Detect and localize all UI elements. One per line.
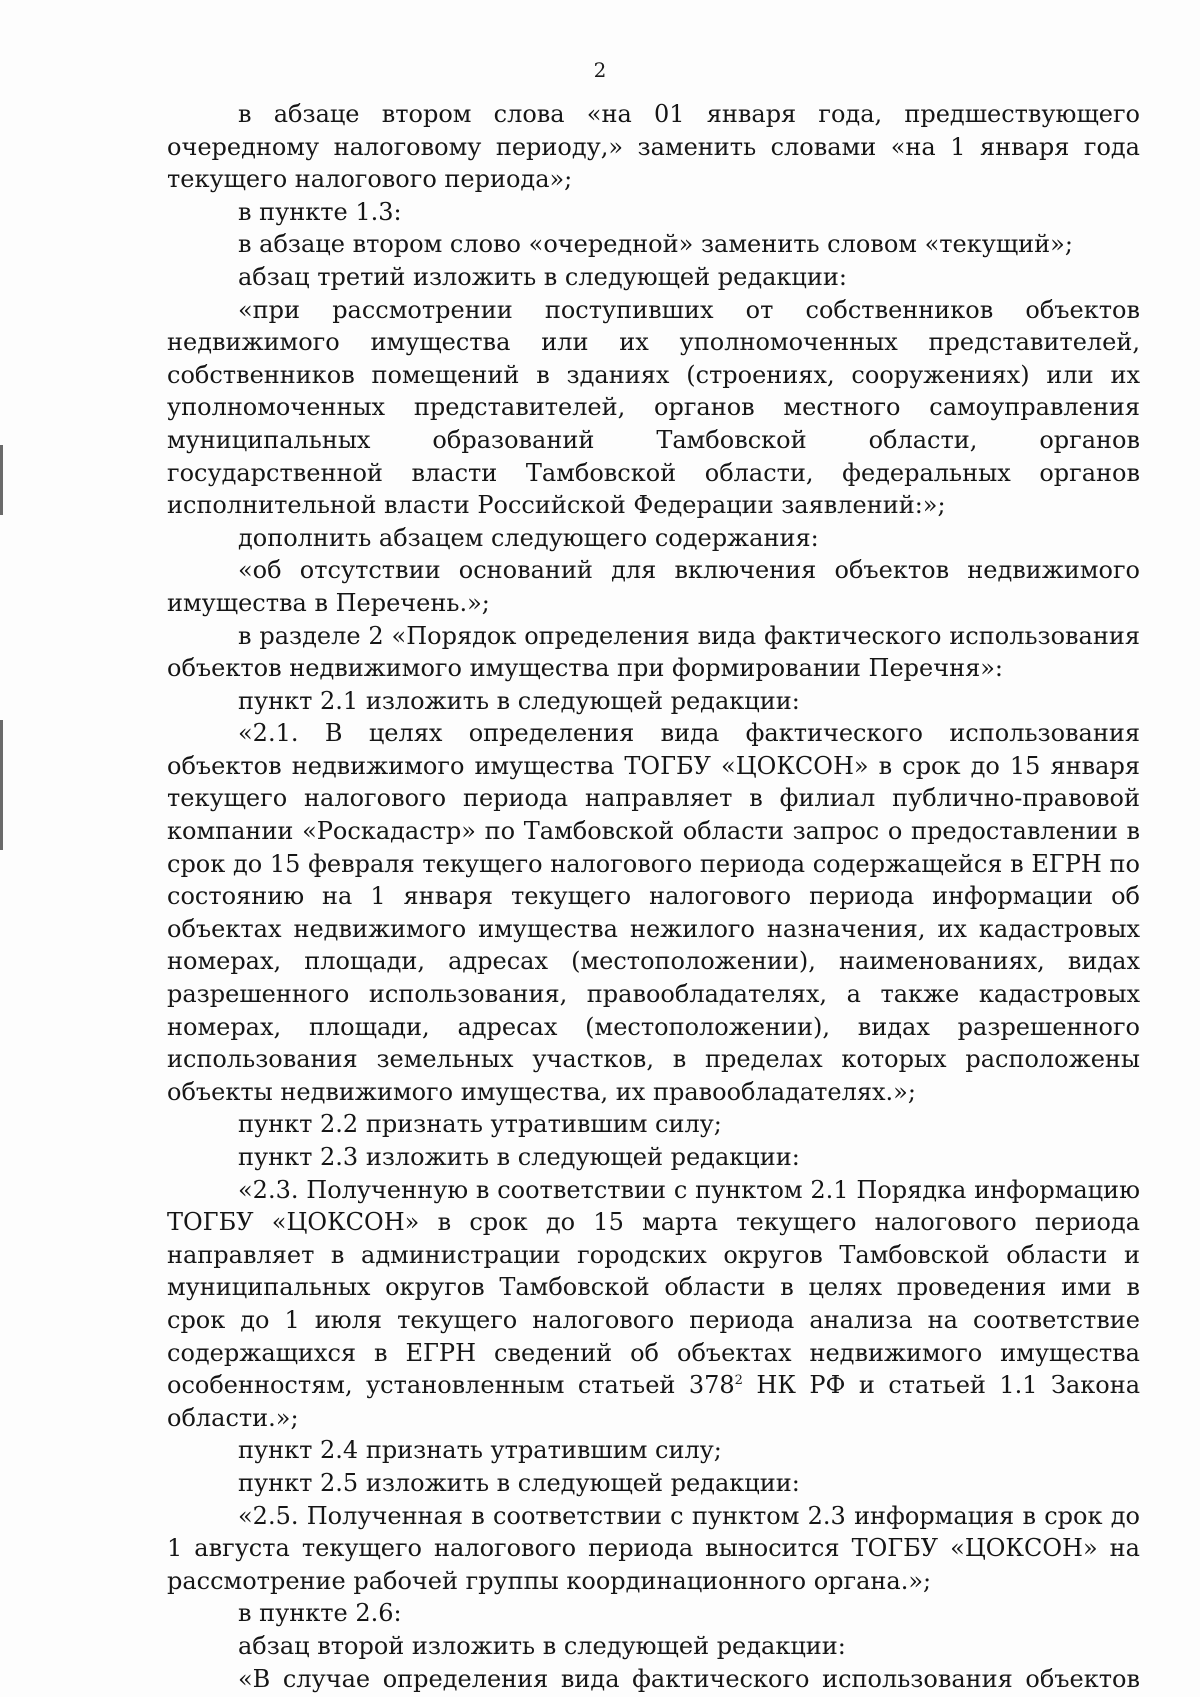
paragraph: в абзаце втором слова «на 01 января года, предшествующего очередному налоговому периоду,» заменить словами «на 1 января года текущего налогового периода»; bbox=[167, 100, 1140, 194]
paragraph: в пункте 1.3: bbox=[238, 197, 402, 226]
scan-edge-mark bbox=[0, 720, 3, 850]
paragraph bbox=[167, 1174, 1140, 1435]
paragraph: абзац третий изложить в следующей редакции: bbox=[238, 262, 847, 291]
paragraph: «В случае определения вида фактического использования объектов bbox=[238, 1664, 1140, 1693]
paragraph: «об отсутствии оснований для включения объектов недвижимого имущества в Перечень.»; bbox=[167, 556, 1140, 617]
paragraph: в абзаце втором слово «очередной» заменить словом «текущий»; bbox=[238, 230, 1073, 259]
page-number: 2 bbox=[593, 58, 607, 82]
paragraph: пункт 2.3 изложить в следующей редакции: bbox=[238, 1143, 800, 1171]
paragraph: пункт 2.2 признать утратившим силу; bbox=[238, 1110, 722, 1139]
paragraph: пункт 2.5 изложить в следующей редакции: bbox=[238, 1468, 800, 1497]
scan-edge-mark bbox=[0, 445, 3, 515]
paragraph: пункт 2.1 изложить в следующей редакции: bbox=[238, 686, 800, 715]
paragraph: в разделе 2 «Порядок определения вида фактического использования объектов недвижимого имущества при формировании Перечня»: bbox=[167, 621, 1140, 683]
paragraph: абзац второй изложить в следующей редакции: bbox=[238, 1631, 846, 1660]
paragraph: «2.1. В целях определения вида фактического использования объектов недвижимого имущества ТОГБУ «ЦОКСОН» в срок до 15 января текущего налогового периода направляет в филиал публично-правовой компании «Роскадастр» по Тамбовской области запрос о предоставлении в срок до 15 февраля текущего налогового периода содержащейся в ЕГРН по состоянию на 1 января текущего налогового периода информации об объектах недвижимого имущества нежилого назначения, их кадастровых номерах, площади, адресах (местоположении), наименованиях, видах разрешенного использования, правообладателях, а также кадастровых номерах, площади, адресах (местоположении), видах разрешенного использования земельных участков, в пределах которых расположены объекты недвижимого имущества, их правообладателях.»; bbox=[167, 719, 1140, 1106]
paragraph-text: НК РФ и статьей 1.1 Закона области.»; bbox=[167, 1371, 1141, 1432]
paragraph: в пункте 2.6: bbox=[238, 1599, 402, 1628]
superscript-index: 2 bbox=[734, 1373, 743, 1389]
paragraph-text: «2.3. Полученную в соответствии с пунктом 2.1 Порядка информацию ТОГБУ «ЦОКСОН» в срок до 15 марта текущего налогового периода направляет в администрации городских округов Тамбовской области и муниципальных округов Тамбовской области в целях проведения ими в срок до 1 июля текущего налогового периода анализа на соответствие содержащихся в ЕГРН сведений об объектах недвижимого имущества особенностям, установленным статьей 378 bbox=[167, 1175, 1140, 1400]
paragraph: «при рассмотрении поступивших от собственников объектов недвижимого имущества или их уполномоченных представителей, собственников помещений в зданиях (строениях, сооружениях) или их уполномоченных представителей, органов местного самоуправления муниципальных образований Тамбовской области, органов государственной власти Тамбовской области, федеральных органов исполнительной власти Российской Федерации заявлений:»; bbox=[167, 295, 1140, 520]
paragraph: «2.5. Полученная в соответствии с пунктом 2.3 информация в срок до 1 августа текущего налогового периода выносится ТОГБУ «ЦОКСОН» на рассмотрение рабочей группы координационного органа.»; bbox=[167, 1501, 1140, 1595]
paragraph: пункт 2.4 признать утратившим силу; bbox=[238, 1436, 722, 1465]
document-body bbox=[167, 98, 1140, 1695]
paragraph: дополнить абзацем следующего содержания: bbox=[238, 523, 819, 552]
